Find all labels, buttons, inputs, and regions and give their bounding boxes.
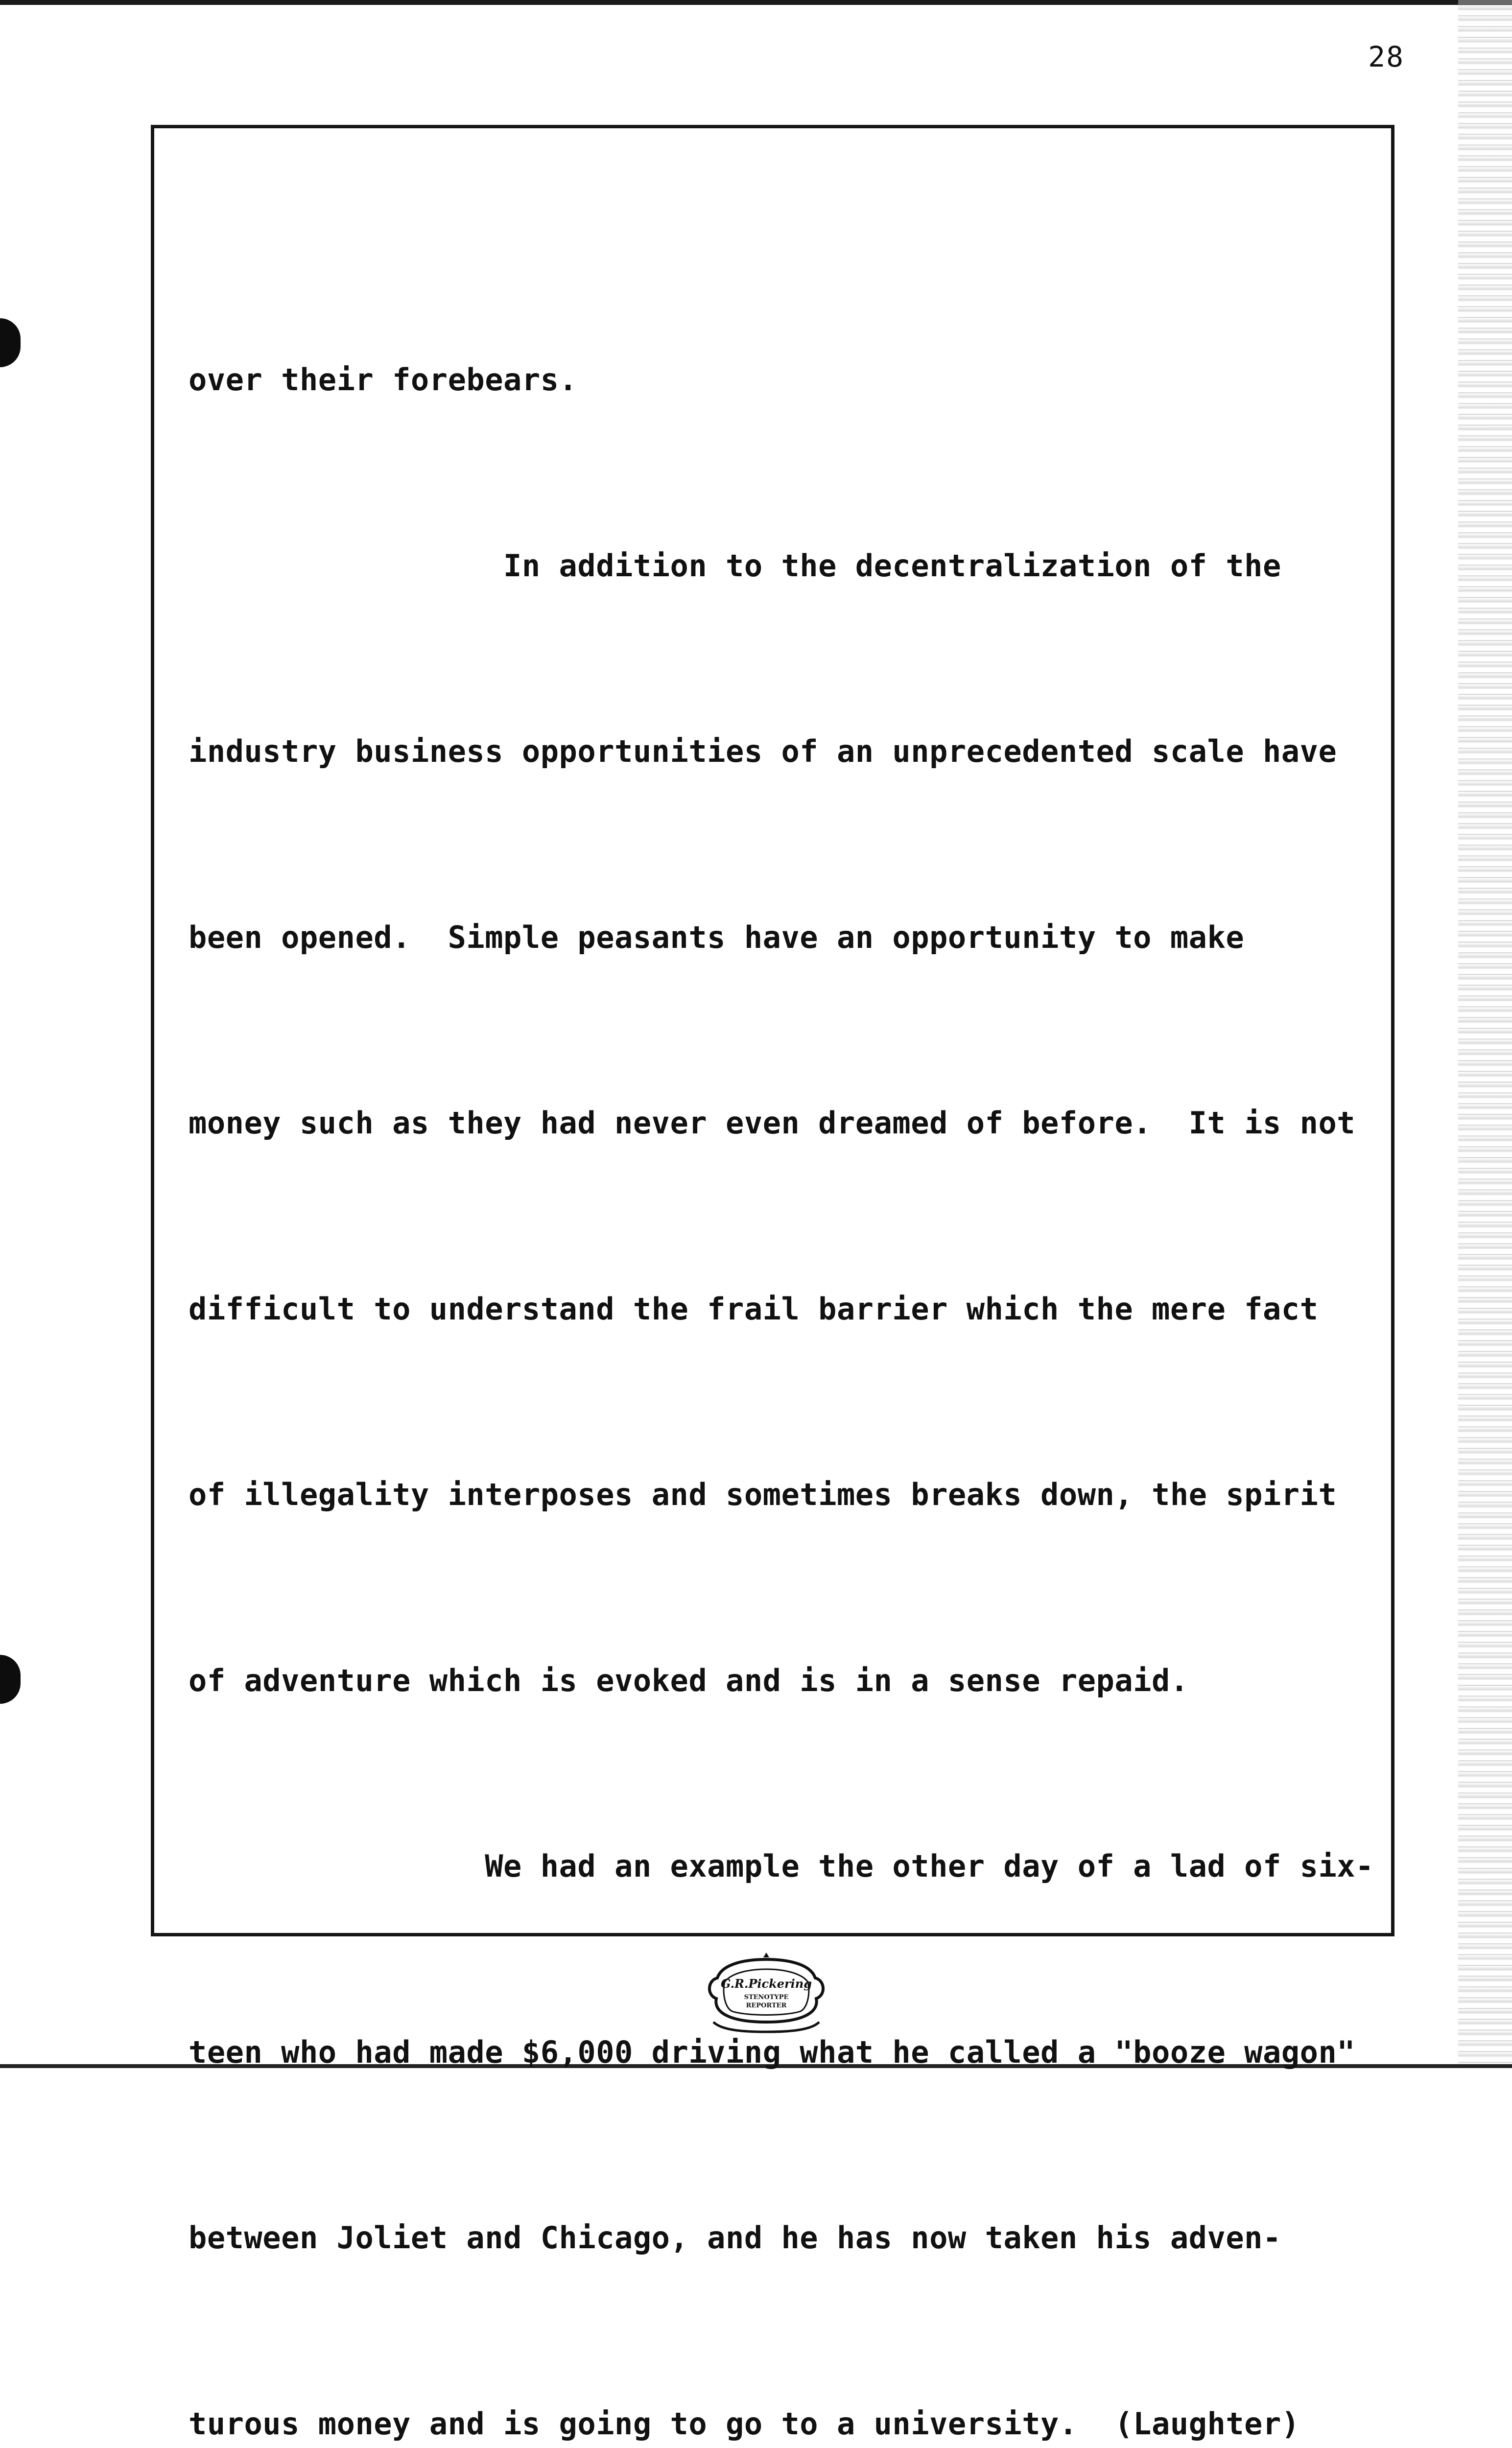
transcript-body	[189, 225, 1383, 2448]
transcript-line: of adventure which is evoked and is in a sense repaid.	[189, 1650, 1383, 1712]
transcript-line: We had an example the other day of a lad of six-	[189, 1836, 1383, 1898]
transcript-line: money such as they had never even dreamed of before. It is not	[189, 1092, 1383, 1154]
transcript-line: turous money and is going to go to a university. (Laughter)	[189, 2393, 1383, 2448]
stamp-line-1: STENOTYPE	[744, 1994, 789, 2001]
transcript-line: over their forebears.	[189, 349, 1383, 411]
scan-top-edge	[0, 0, 1512, 5]
transcript-line: industry business opportunities of an unprecedented scale have	[189, 721, 1383, 783]
binder-hole-top	[0, 318, 21, 367]
stamp-line-2: REPORTER	[746, 2002, 787, 2009]
reporter-stamp-logo	[703, 1949, 830, 2034]
transcript-line: teen who had made $6,000 driving what he called a "booze wagon"	[189, 2022, 1383, 2084]
transcript-line: of illegality interposes and sometimes breaks down, the spirit	[189, 1464, 1383, 1526]
transcript-line: between Joliet and Chicago, and he has now taken his adven-	[189, 2207, 1383, 2269]
transcript-line: difficult to understand the frail barrier which the mere fact	[189, 1278, 1383, 1341]
scan-right-edge	[1458, 0, 1512, 2068]
stamp-name: G.R.Pickering	[721, 1977, 812, 1991]
binder-hole-bottom	[0, 1655, 21, 1704]
transcript-line: been opened. Simple peasants have an opportunity to make	[189, 907, 1383, 969]
transcript-line: In addition to the decentralization of the	[189, 535, 1383, 597]
stamp-emblem-icon	[703, 1949, 830, 2034]
page-number: 28	[1368, 40, 1404, 73]
